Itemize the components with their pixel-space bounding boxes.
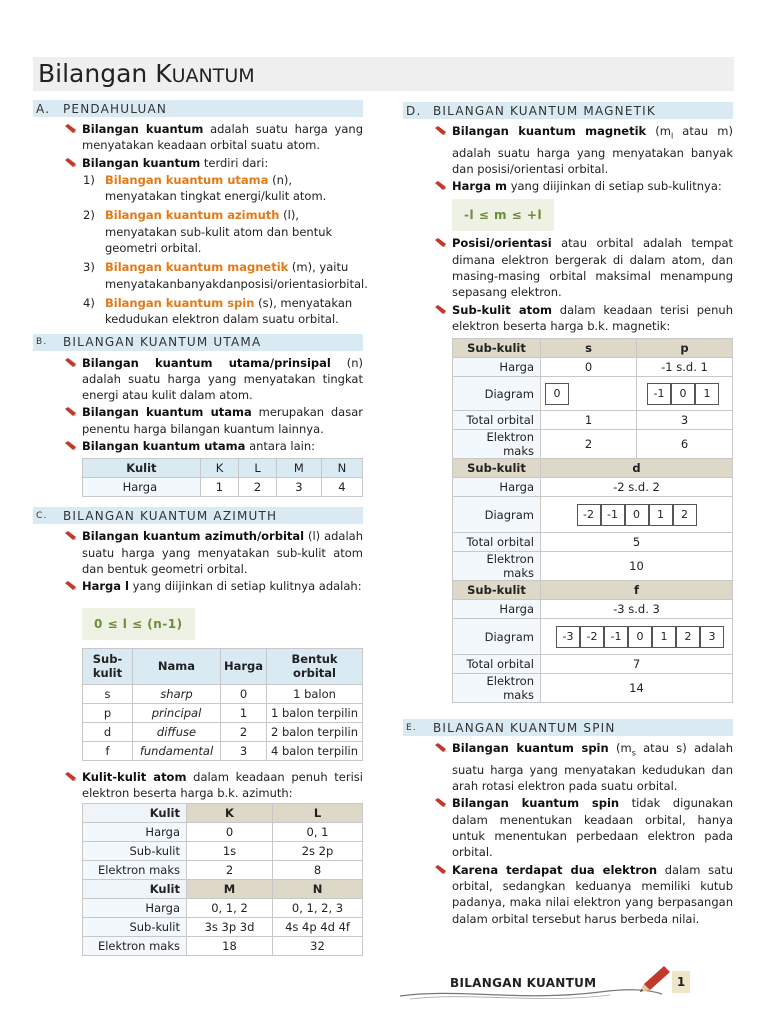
bold-term: Harga m [452, 179, 508, 194]
item-number: 3) [83, 260, 95, 275]
table-header: Nama [133, 648, 221, 684]
pencil-bullet-icon [64, 772, 78, 782]
numbered-item [33, 259, 368, 292]
table-cell: 1 [541, 411, 637, 430]
table-header: Sub-kulit [453, 581, 541, 600]
table-cell: 4 [321, 478, 362, 497]
orbital-box: 0 [628, 626, 652, 648]
table-cell: s [83, 684, 133, 703]
item-number: 2) [83, 208, 95, 223]
table-header: f [541, 581, 733, 600]
page-title-smallcaps: UANTUM [171, 65, 255, 87]
table-cell: d [83, 722, 133, 741]
table-header: p [637, 339, 733, 358]
table-header: K [200, 459, 238, 478]
table-cell: 3 [637, 411, 733, 430]
item-term: Bilangan kuantum azimuth [105, 208, 280, 223]
bold-term: Kulit-kulit atom [82, 769, 187, 784]
table-cell: 0 [221, 684, 267, 703]
section-letter: E. [406, 722, 417, 733]
section-title: BILANGAN KUANTUM AZIMUTH [63, 508, 278, 523]
footer-title: BILANGAN KUANTUM [450, 976, 597, 990]
pencil-icon [638, 964, 672, 994]
orbital-box: 3 [700, 626, 724, 648]
item-text: (l), menyatakan sub-kulit atom dan bentuk geometri orbital. [105, 208, 333, 256]
table-header: K [187, 804, 273, 823]
bullet-item [403, 302, 733, 335]
bold-term: Bilangan kuantum azimuth/orbital [82, 529, 305, 544]
row-label: Elektron maks [453, 674, 541, 703]
table-row [83, 722, 363, 741]
section-title: PENDAHULUAN [63, 101, 168, 116]
section-title: BILANGAN KUANTUM UTAMA [63, 335, 262, 350]
table-cell: 1 [200, 478, 238, 497]
magnetik-formula: -l ≤ m ≤ +l [452, 199, 554, 231]
orbital-box: 1 [649, 504, 673, 526]
table-header: Kulit [83, 459, 201, 478]
left-column [33, 100, 368, 956]
row-label: Total orbital [453, 411, 541, 430]
table-cell: 1 balon [267, 684, 363, 703]
table-cell: 4s 4p 4d 4f [273, 918, 363, 937]
table-cell: 4 balon terpilin [267, 741, 363, 760]
orbital-box: -1 [604, 626, 628, 648]
bullet-text: yang diijinkan di setiap kulitnya adalah: [129, 579, 362, 594]
bold-term: Posisi/orientasi [452, 236, 552, 251]
orbital-diagram [637, 377, 733, 411]
numbered-item [33, 207, 363, 256]
orbital-diagram [541, 619, 733, 655]
right-column [403, 102, 733, 928]
table-cell: 0, 1, 2 [187, 899, 273, 918]
table-cell: 3s 3p 3d [187, 918, 273, 937]
table-header: Sub-kulit [453, 459, 541, 478]
bullet-text: atau m) adalah suatu harga yang menyatakan banyak dan posisi/orientasi orbital. [452, 124, 733, 176]
table-cell: 10 [541, 552, 733, 581]
row-label: Sub-kulit [83, 918, 187, 937]
item-term: Bilangan kuantum utama [105, 172, 269, 187]
orbital-box: 1 [652, 626, 676, 648]
item-number: 4) [83, 295, 95, 310]
orbital-box: 0 [671, 383, 695, 405]
table-cell: 5 [541, 533, 733, 552]
table-header: N [321, 459, 362, 478]
bullet-item [403, 178, 733, 194]
table-cell: diffuse [133, 722, 221, 741]
subscript: s [631, 748, 636, 758]
row-label: Diagram [453, 377, 541, 411]
pencil-bullet-icon [64, 441, 78, 451]
section-letter: B. [36, 337, 48, 348]
kulit-harga-table [82, 458, 363, 497]
bullet-text: atau orbital adalah tempat dimana elektron bergerak di dalam atom, dan masing-masing orbital maksimal menampung sepasang elektron. [452, 236, 733, 300]
table-row [83, 703, 363, 722]
table-cell: 6 [637, 430, 733, 459]
bullet-text: antara lain: [245, 439, 316, 454]
orbital-box: 1 [695, 383, 719, 405]
orbital-box: -3 [556, 626, 580, 648]
table-header: M [187, 880, 273, 899]
row-label: Sub-kulit [83, 842, 187, 861]
bullet-item [403, 795, 733, 860]
table-cell: f [83, 741, 133, 760]
table-cell: 2 [239, 478, 277, 497]
bullet-item [33, 404, 363, 437]
section-e-heading [403, 719, 733, 736]
orbital-box: 2 [676, 626, 700, 648]
table-cell: 1 [221, 703, 267, 722]
row-label: Elektron maks [453, 430, 541, 459]
bold-term: Bilangan kuantum magnetik [452, 124, 647, 138]
bullet-item [403, 235, 733, 300]
magnetik-table [452, 338, 733, 703]
table-header: Bentuk orbital [267, 648, 363, 684]
section-title: BILANGAN KUANTUM MAGNETIK [433, 103, 656, 118]
section-letter: A. [36, 101, 51, 116]
table-cell: 3 [277, 478, 322, 497]
section-a-heading [33, 100, 363, 117]
table-header: M [277, 459, 322, 478]
item-text: (s), menyatakan kedudukan elektron dalam suatu orbital. [105, 295, 353, 327]
bullet-item [33, 355, 363, 404]
section-c-heading [33, 507, 363, 524]
bullet-item [403, 123, 733, 177]
pencil-bullet-icon [434, 743, 448, 753]
bold-term: Bilangan kuantum utama [82, 405, 252, 420]
pencil-bullet-icon [64, 581, 78, 591]
bold-term: Bilangan kuantum spin [452, 741, 609, 756]
bullet-text: merupakan dasar penentu harga bilangan kuantum lainnya. [82, 405, 363, 436]
bullet-item [33, 438, 363, 454]
pencil-bullet-icon [64, 158, 78, 168]
table-cell: fundamental [133, 741, 221, 760]
bullet-text: (n) adalah suatu harga yang menyatakan tingkat energi atau kulit dalam atom. [82, 355, 363, 403]
orbital-box: -2 [580, 626, 604, 648]
table-header: Sub-kulit [453, 339, 541, 358]
row-label: Total orbital [453, 533, 541, 552]
row-label: Harga [83, 823, 187, 842]
page-footer [400, 968, 734, 1008]
pencil-bullet-icon [434, 238, 448, 248]
table-cell: -2 s.d. 2 [541, 478, 733, 497]
bold-term: Sub-kulit atom [452, 302, 552, 317]
item-text: (m), yaitu menyatakanbanyakdanposisi/orientasiorbital. [105, 260, 368, 291]
orbital-box: 0 [625, 504, 649, 526]
table-cell: p [83, 703, 133, 722]
table-cell: 0 [187, 823, 273, 842]
row-label: Total orbital [453, 655, 541, 674]
table-header: Sub-kulit [83, 648, 133, 684]
table-header: Harga [221, 648, 267, 684]
table-cell: 2 balon terpilin [267, 722, 363, 741]
table-cell: sharp [133, 684, 221, 703]
pencil-bullet-icon [64, 358, 78, 368]
bullet-text: (m [608, 741, 632, 756]
bold-term: Bilangan kuantum utama [82, 439, 246, 454]
table-cell: 14 [541, 674, 733, 703]
table-cell: 2 [221, 722, 267, 741]
table-cell: 2 [187, 861, 273, 880]
bold-term: Bilangan kuantum spin [452, 796, 620, 811]
row-label: Diagram [453, 497, 541, 533]
bullet-text: (m [646, 124, 671, 138]
pencil-bullet-icon [64, 124, 78, 134]
bullet-text: yang diijinkan di setiap sub-kulitnya: [507, 179, 722, 194]
bullet-text: adalah suatu harga yang menyatakan keadaan orbital suatu atom. [82, 122, 363, 153]
row-label: Harga [453, 478, 541, 497]
table-cell: 0, 1, 2, 3 [273, 899, 363, 918]
pencil-bullet-icon [64, 531, 78, 541]
table-cell: 3 [221, 741, 267, 760]
pencil-bullet-icon [434, 126, 448, 136]
orbital-diagram [541, 497, 733, 533]
table-cell: 2s 2p [273, 842, 363, 861]
numbered-item [33, 295, 363, 328]
page-title: Bilangan K [38, 59, 172, 88]
orbital-diagram [541, 377, 637, 411]
table-cell: 0, 1 [273, 823, 363, 842]
table-cell: 1s [187, 842, 273, 861]
bullet-item [33, 578, 363, 594]
table-cell: 0 [541, 358, 637, 377]
orbital-box: 2 [673, 504, 697, 526]
bold-term: Bilangan kuantum [82, 122, 204, 136]
table-row [83, 741, 363, 760]
kulit-azimuth-table [82, 803, 363, 956]
bullet-item [33, 121, 363, 154]
pencil-bullet-icon [434, 305, 448, 315]
section-title: BILANGAN KUANTUM SPIN [433, 720, 616, 735]
bold-term: Harga l [82, 579, 129, 594]
table-header: L [239, 459, 277, 478]
section-d-heading [403, 102, 733, 119]
item-text: (n), menyatakan tingkat energi/kulit atom. [105, 172, 327, 204]
bullet-item [33, 769, 363, 802]
table-header: d [541, 459, 733, 478]
table-header: s [541, 339, 637, 358]
page-title-bar [33, 57, 734, 91]
table-cell: 2 [541, 430, 637, 459]
subscript: l [670, 131, 674, 141]
pencil-bullet-icon [434, 181, 448, 191]
pencil-bullet-icon [434, 798, 448, 808]
bullet-item [403, 862, 733, 927]
bold-term: Bilangan kuantum utama/prinsipal [82, 355, 331, 370]
bullet-text: tidak digunakan dalam menentukan keadaan orbital, hanya untuk menentukan perbedaan elektron pada orbital. [452, 796, 733, 860]
orbital-box: 0 [545, 383, 569, 405]
item-number: 1) [83, 172, 95, 187]
table-header: N [273, 880, 363, 899]
row-label: Elektron maks [83, 937, 187, 956]
table-row [83, 684, 363, 703]
row-label: Elektron maks [453, 552, 541, 581]
bullet-text: atau s) adalah suatu harga yang menyatakan kedudukan dan arah rotasi elektron pada suatu orbital. [452, 741, 733, 794]
numbered-item [33, 172, 363, 205]
bullet-item [33, 155, 363, 171]
page-number: 1 [672, 971, 690, 993]
row-label: Harga [453, 358, 541, 377]
table-cell: 32 [273, 937, 363, 956]
bold-term: Karena terdapat dua elektron [452, 862, 658, 877]
pencil-bullet-icon [64, 407, 78, 417]
table-cell: Harga [83, 478, 201, 497]
table-cell: 8 [273, 861, 363, 880]
bullet-text: dalam keadaan penuh terisi elektron beserta harga b.k. azimuth: [82, 769, 363, 800]
bullet-item [33, 528, 363, 577]
section-b-heading [33, 334, 363, 351]
row-label: Kulit [83, 804, 187, 823]
orbital-box: -1 [601, 504, 625, 526]
row-label: Elektron maks [83, 861, 187, 880]
azimuth-table [82, 648, 363, 761]
bold-term: Bilangan kuantum [82, 155, 201, 170]
row-label: Harga [83, 899, 187, 918]
table-cell: 7 [541, 655, 733, 674]
table-cell: 18 [187, 937, 273, 956]
section-letter: C. [36, 510, 48, 521]
bullet-text: dalam keadaan terisi penuh elektron beserta harga b.k. magnetik: [452, 302, 734, 333]
table-cell: principal [133, 703, 221, 722]
table-cell: 1 balon terpilin [267, 703, 363, 722]
orbital-box: -2 [577, 504, 601, 526]
row-label: Kulit [83, 880, 187, 899]
row-label: Diagram [453, 619, 541, 655]
table-cell: -1 s.d. 1 [637, 358, 733, 377]
item-term: Bilangan kuantum magnetik [105, 260, 289, 275]
row-label: Harga [453, 600, 541, 619]
bullet-text: dalam satu orbital, sedangkan keduanya memiliki kutub padanya, maka nilai elektron yang berpasangan dalam orbital tersebut harus berbeda nilai. [452, 862, 733, 926]
item-term: Bilangan kuantum spin [105, 295, 255, 310]
table-header: L [273, 804, 363, 823]
bullet-item [403, 740, 733, 794]
table-cell: -3 s.d. 3 [541, 600, 733, 619]
bullet-text: terdiri dari: [200, 155, 269, 170]
orbital-box: -1 [647, 383, 671, 405]
azimuth-formula: 0 ≤ l ≤ (n-1) [82, 608, 195, 640]
bullet-text: (l) adalah suatu harga yang menyatakan sub-kulit atom dan bentuk geometri orbital. [82, 529, 363, 576]
section-letter: D. [406, 103, 422, 118]
pencil-bullet-icon [434, 865, 448, 875]
